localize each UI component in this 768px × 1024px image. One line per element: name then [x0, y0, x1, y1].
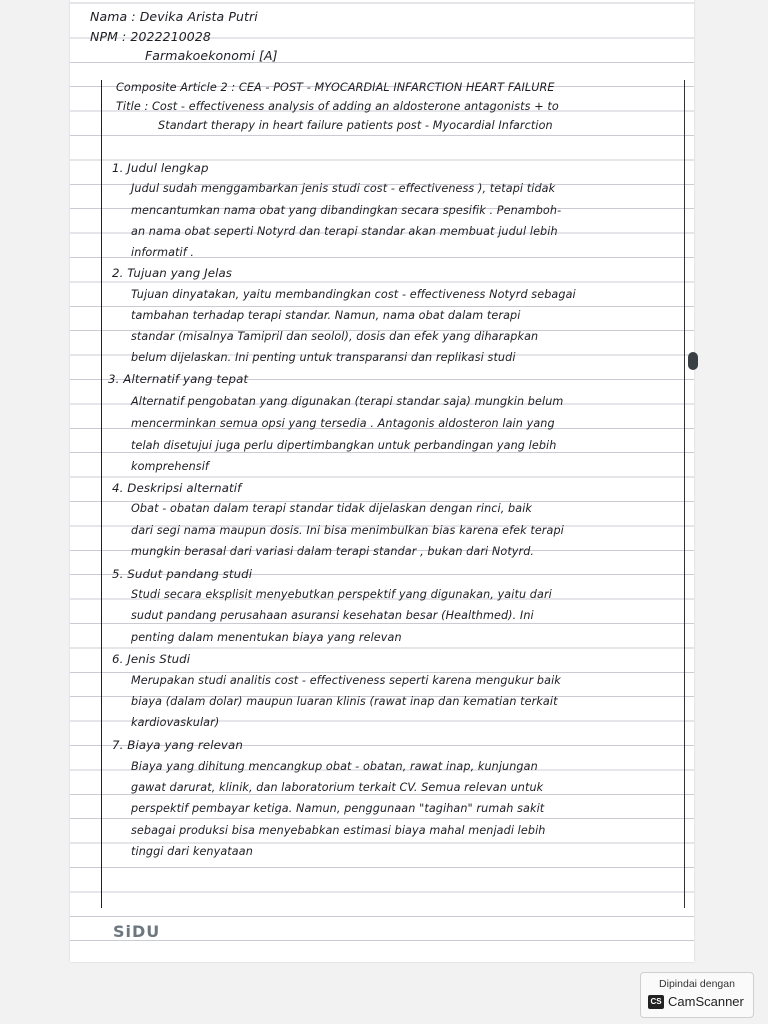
section-line: an nama obat seperti Notyrd dan terapi standar akan membuat judul lebih: [131, 225, 558, 238]
section-line: Studi secara eksplisit menyebutkan perspektif yang digunakan, yaitu dari: [131, 588, 552, 601]
section-line: mencerminkan semua opsi yang tersedia . Antagonis aldosteron lain yang: [131, 417, 555, 430]
section-heading: 5. Sudut pandang studi: [112, 567, 253, 581]
notebook-brand-logo: SiDU: [113, 922, 161, 941]
section-line: kardiovaskular): [131, 716, 220, 729]
section-line: Tujuan dinyatakan, yaitu membandingkan cost - effectiveness Notyrd sebagai: [131, 288, 576, 301]
section-line: informatif .: [131, 246, 195, 259]
left-margin-line: [101, 80, 102, 908]
section-line: Obat - obatan dalam terapi standar tidak dijelaskan dengan rinci, baik: [131, 502, 532, 515]
section-heading: 2. Tujuan yang Jelas: [112, 266, 233, 280]
section-heading: 4. Deskripsi alternatif: [112, 481, 242, 495]
section-line: biaya (dalam dolar) maupun luaran klinis (rawat inap dan kematian terkait: [131, 695, 558, 708]
article-title-line1: Composite Article 2 : CEA - POST - MYOCARDIAL INFARCTION HEART FAILURE: [116, 81, 555, 94]
section-line: tinggi dari kenyataan: [131, 845, 253, 858]
scanner-caption: Dipindai dengan: [659, 978, 735, 990]
section-line: komprehensif: [131, 460, 209, 473]
section-heading: 1. Judul lengkap: [112, 161, 209, 175]
student-name: Nama : Devika Arista Putri: [90, 9, 258, 24]
section-line: gawat darurat, klinik, dan laboratorium terkait CV. Semua relevan untuk: [131, 781, 544, 794]
article-title-line2: Title : Cost - effectiveness analysis of adding an aldosterone antagonists + to: [116, 100, 559, 113]
student-npm: NPM : 2022210028: [90, 29, 211, 44]
section-line: Biaya yang dihitung mencangkup obat - obatan, rawat inap, kunjungan: [131, 760, 538, 773]
article-title-line3: Standart therapy in heart failure patients post - Myocardial Infarction: [158, 119, 553, 132]
binder-hole: [688, 352, 698, 370]
scanner-name: CamScanner: [668, 994, 744, 1009]
section-heading: 6. Jenis Studi: [112, 652, 191, 666]
right-margin-line: [684, 80, 685, 908]
section-line: dari segi nama maupun dosis. Ini bisa menimbulkan bias karena efek terapi: [131, 524, 564, 537]
section-line: Judul sudah menggambarkan jenis studi cost - effectiveness ), tetapi tidak: [131, 182, 556, 195]
camscanner-watermark: [640, 972, 754, 1018]
section-heading: 3. Alternatif yang tepat: [108, 372, 249, 386]
section-line: mungkin berasal dari variasi dalam terapi standar , bukan dari Notyrd.: [131, 545, 535, 558]
section-line: belum dijelaskan. Ini penting untuk transparansi dan replikasi studi: [131, 351, 516, 364]
section-heading: 7. Biaya yang relevan: [112, 738, 243, 752]
section-line: Alternatif pengobatan yang digunakan (terapi standar saja) mungkin belum: [131, 395, 564, 408]
section-line: perspektif pembayar ketiga. Namun, penggunaan "tagihan" rumah sakit: [131, 802, 545, 815]
section-line: telah disetujui juga perlu dipertimbangkan untuk perbandingan yang lebih: [131, 439, 557, 452]
camscanner-icon: CS: [648, 995, 664, 1009]
section-line: standar (misalnya Tamipril dan seolol), dosis dan efek yang diharapkan: [131, 330, 539, 343]
section-line: sebagai produksi bisa menyebabkan estimasi biaya mahal menjadi lebih: [131, 824, 546, 837]
section-line: mencantumkan nama obat yang dibandingkan secara spesifik . Penamboh-: [131, 204, 562, 217]
course-name: Farmakoekonomi [A]: [145, 48, 278, 63]
section-line: tambahan terhadap terapi standar. Namun, nama obat dalam terapi: [131, 309, 521, 322]
section-line: sudut pandang perusahaan asuransi kesehatan besar (Healthmed). Ini: [131, 609, 534, 622]
section-line: penting dalam menentukan biaya yang relevan: [131, 631, 402, 644]
section-line: Merupakan studi analitis cost - effectiveness seperti karena mengukur baik: [131, 674, 561, 687]
